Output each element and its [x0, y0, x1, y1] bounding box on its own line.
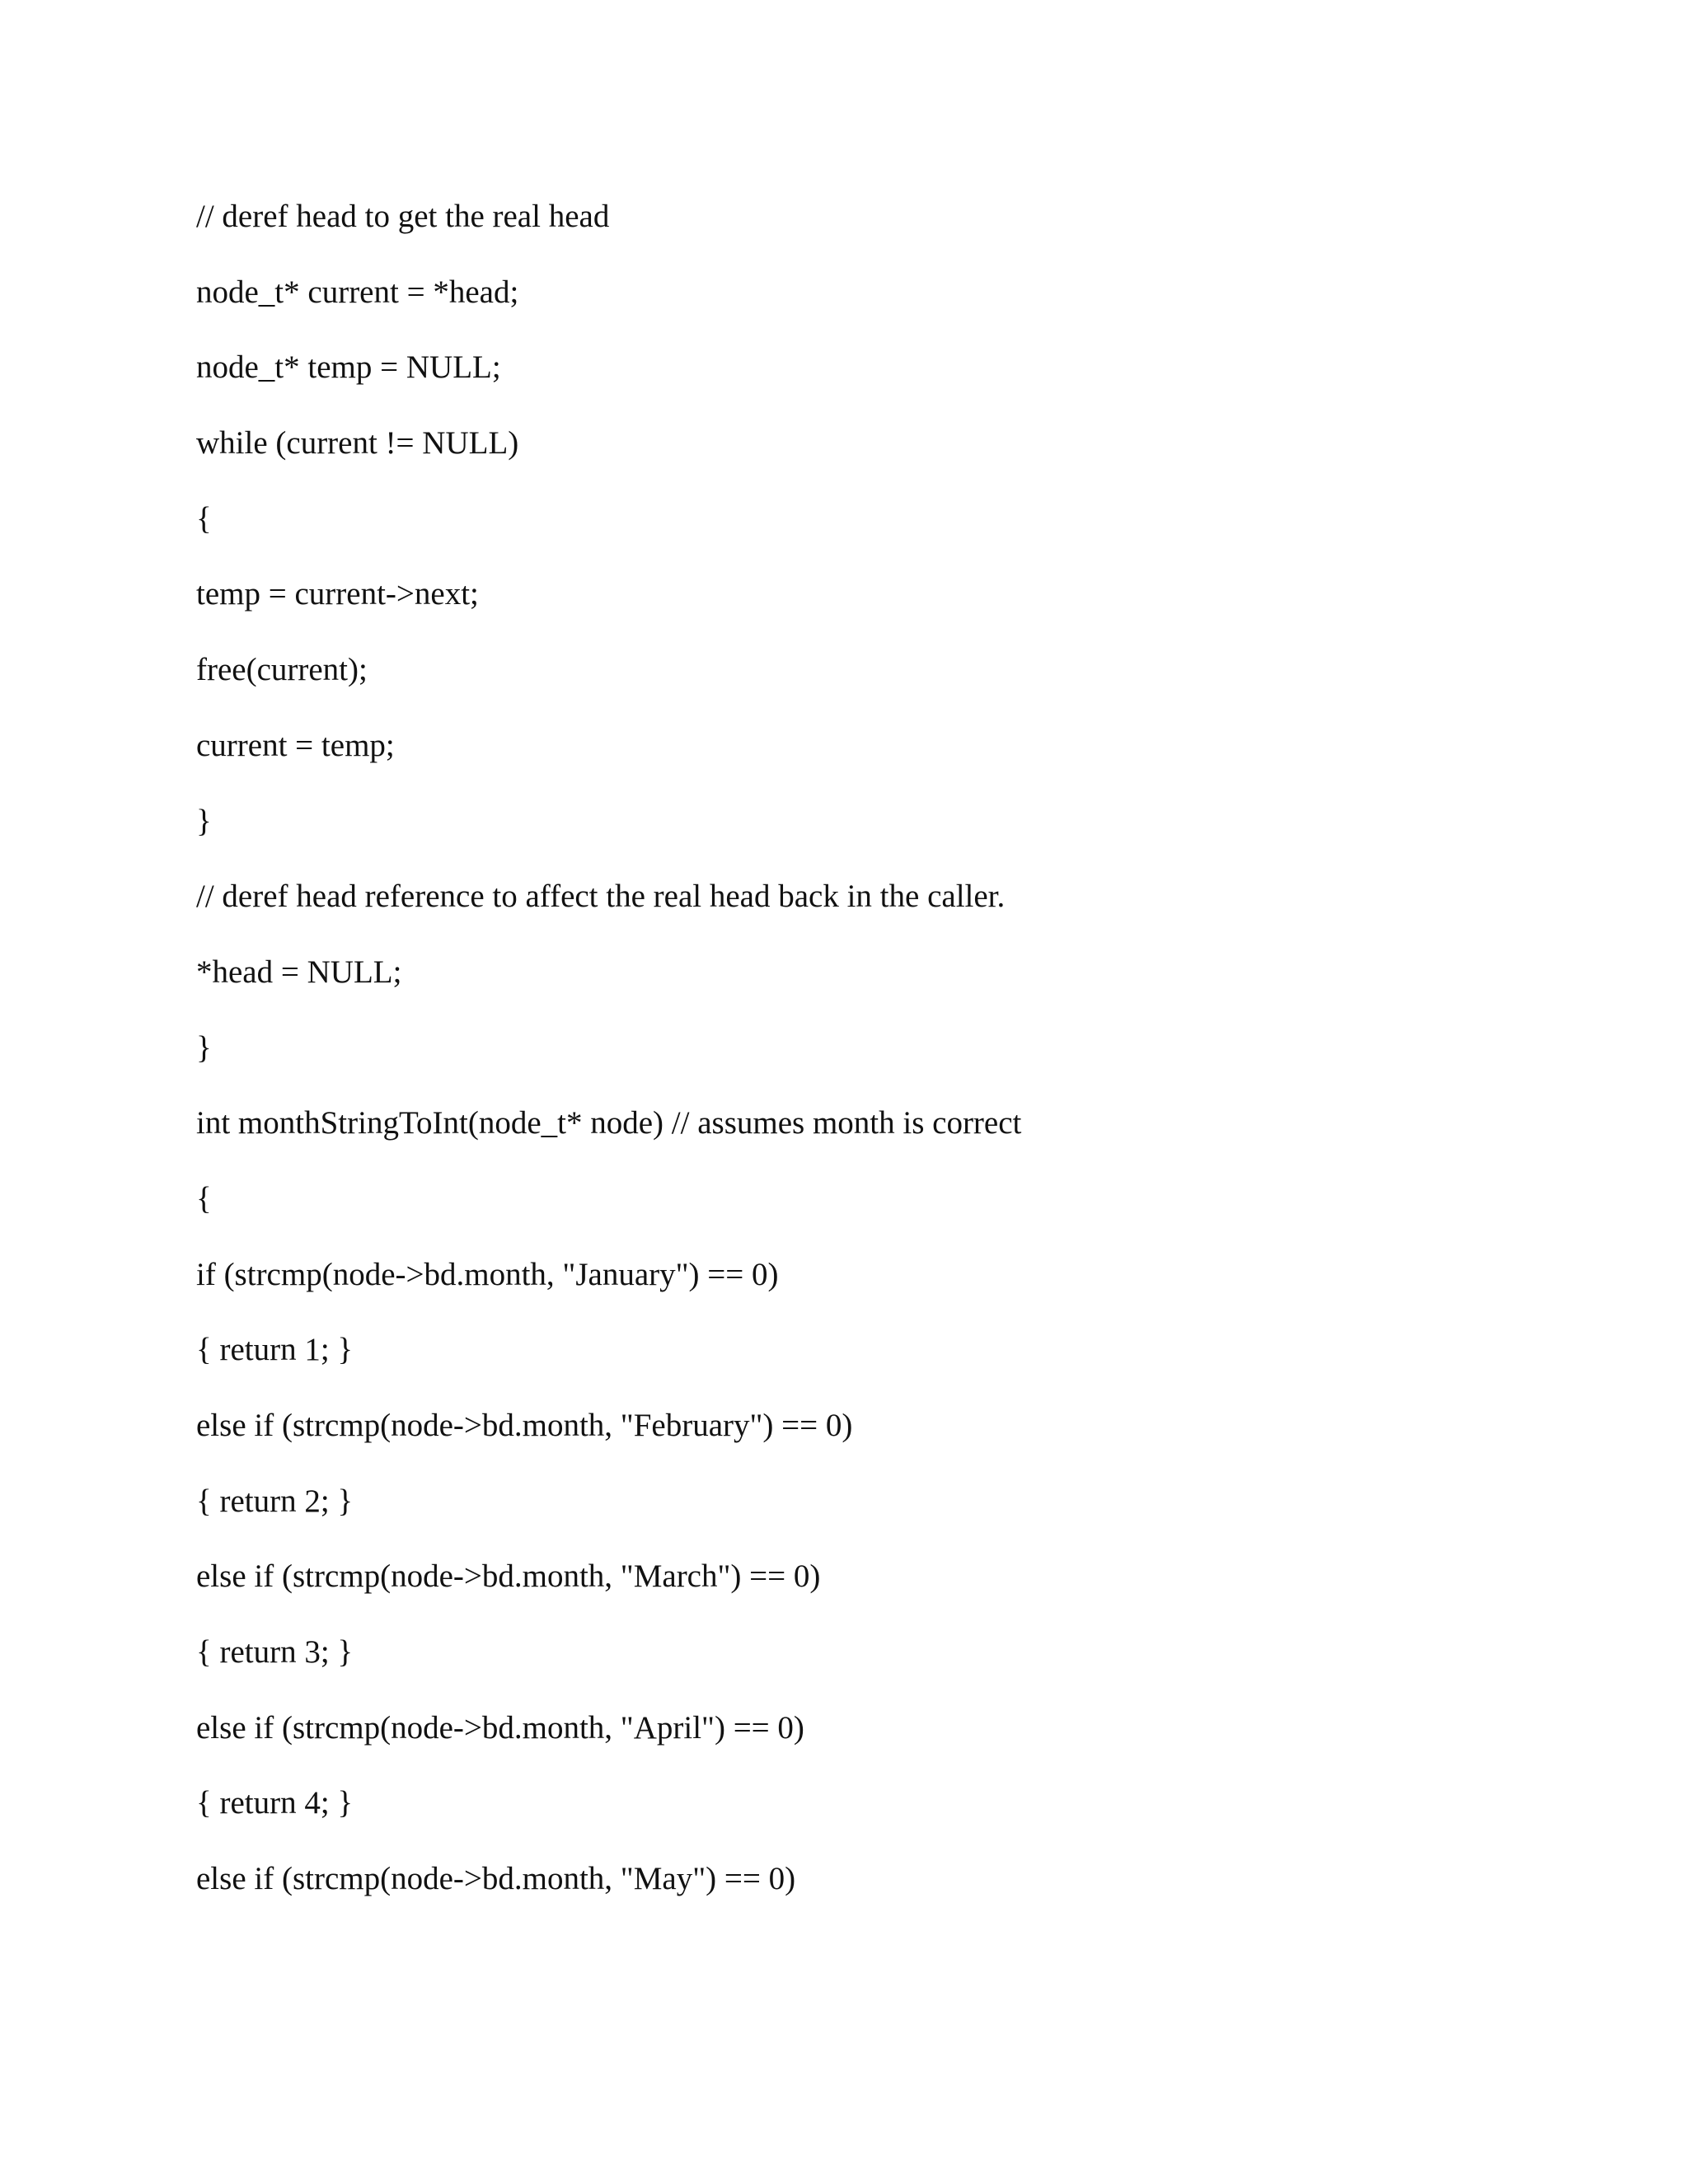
code-line-temp-assign: temp = current->next; — [196, 576, 479, 612]
code-line-temp-decl: node_t* temp = NULL; — [196, 349, 501, 386]
code-line-comment-head-reference: // deref head reference to affect the real head back in the caller. — [196, 879, 1006, 915]
code-line-if-march: else if (strcmp(node->bd.month, "March") == 0) — [196, 1558, 821, 1595]
code-line-comment-deref-head: // deref head to get the real head — [196, 199, 610, 234]
code-line-return-1: { return 1; } — [196, 1332, 354, 1368]
code-line-free: free(current); — [196, 652, 368, 688]
code-line-month-function-open: { — [196, 1180, 212, 1216]
code-line-current-assign: current = temp; — [196, 727, 395, 763]
code-line-if-may: else if (strcmp(node->bd.month, "May") == 0) — [196, 1861, 796, 1897]
code-line-if-january: if (strcmp(node->bd.month, "January") == 0) — [196, 1256, 779, 1292]
code-line-current-decl: node_t* current = *head; — [196, 274, 519, 310]
code-line-open-brace: { — [196, 500, 212, 537]
code-line-close-brace: } — [196, 803, 212, 839]
code-line-return-2: { return 2; } — [196, 1483, 354, 1519]
code-line-close-function: } — [196, 1029, 212, 1066]
code-line-month-function-signature: int monthStringToInt(node_t* node) // assumes month is correct — [196, 1105, 1022, 1141]
code-line-if-april: else if (strcmp(node->bd.month, "April") == 0) — [196, 1709, 804, 1746]
code-line-return-3: { return 3; } — [196, 1634, 354, 1671]
code-line-head-null: *head = NULL; — [196, 954, 402, 990]
code-line-return-4: { return 4; } — [196, 1785, 354, 1821]
code-line-while: while (current != NULL) — [196, 425, 519, 462]
code-line-if-february: else if (strcmp(node->bd.month, "February") == 0) — [196, 1408, 853, 1443]
code-listing — [196, 198, 1597, 1936]
